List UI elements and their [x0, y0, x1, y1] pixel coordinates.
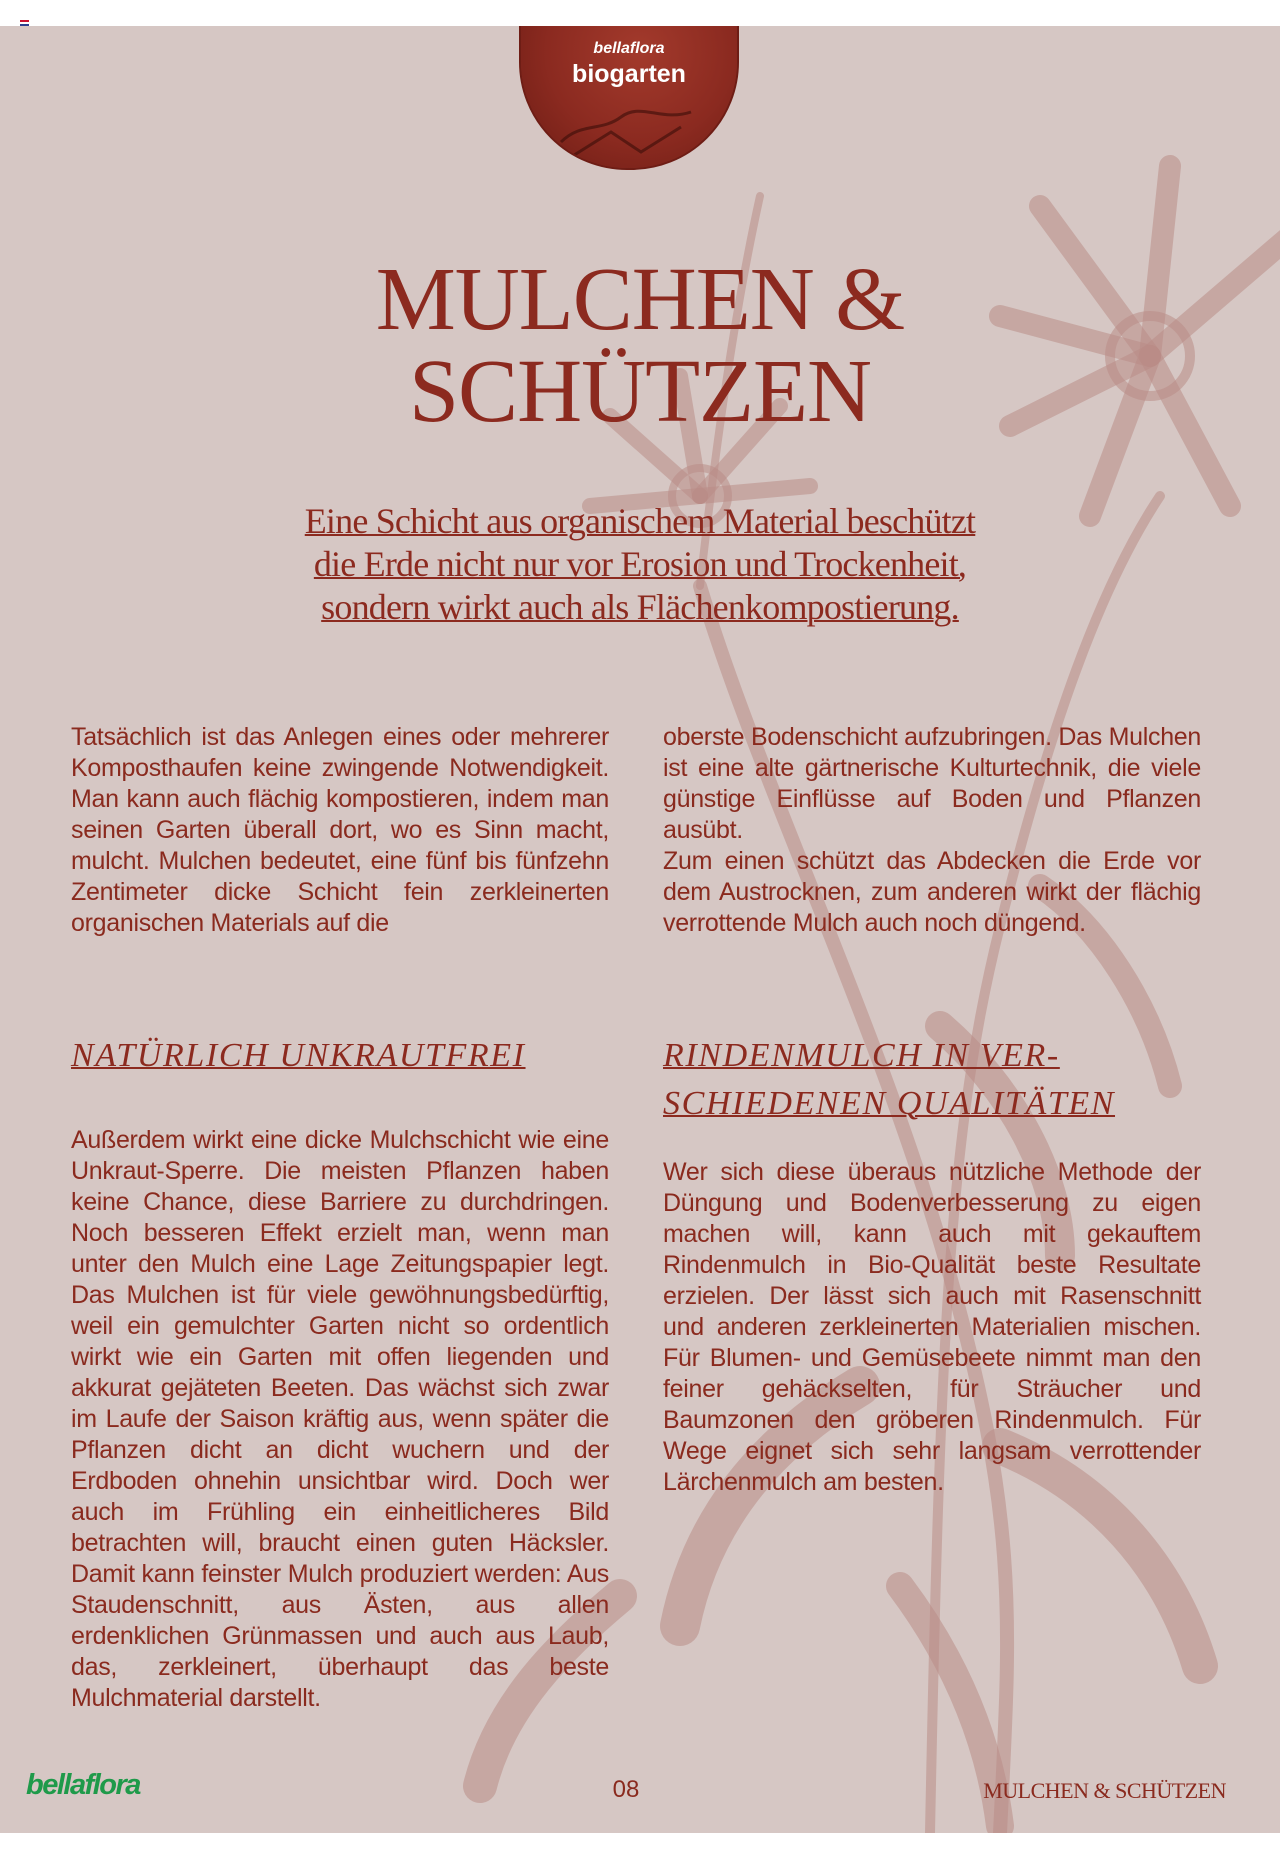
- biogarten-badge: [519, 26, 739, 170]
- page-title: [0, 250, 1280, 441]
- subtitle-line-1: Eine Schicht aus organischem Material beschützt: [304, 501, 976, 541]
- intro-right-paragraph-1: oberste Bodenschicht aufzubringen. Das Mulchen ist eine alte gärtnerische Kulturtechnik, die viele günstige Einflüsse auf Boden und Pflanzen ausübt.: [663, 723, 1201, 844]
- footer-logo[interactable]: bellaflora: [26, 1769, 140, 1801]
- intro-right-paragraph-2: Zum einen schützt das Abdecken die Erde vor dem Austrocknen, zum anderen wirkt der flächig verrottende Mulch auch noch düngend.: [663, 847, 1201, 937]
- intro-right-column: [663, 722, 1201, 939]
- heading-line-2: SCHIEDENEN QUALITÄTEN: [663, 1085, 1116, 1122]
- intro-left-text: Tatsächlich ist das Anlegen eines oder mehrerer Komposthaufen keine zwingende Notwendigkeit. Man kann auch flächig kompostieren, indem man seinen Garten überall dort, wo es Sinn macht, mulcht. Mulchen bedeutet, eine fünf bis fünfzehn Zentimeter dicke Schicht fein zerkleinerten organischen Materials auf die: [71, 723, 609, 937]
- title-line-2: SCHÜTZEN: [409, 342, 871, 441]
- page-number: 08: [612, 1776, 640, 1803]
- intro-left-column: [71, 722, 609, 939]
- running-title: MULCHEN & SCHÜTZEN: [983, 1778, 1226, 1803]
- page-subtitle: [200, 500, 1080, 629]
- language-flag-icon[interactable]: [20, 20, 29, 26]
- subtitle-line-2: die Erde nicht nur vor Erosion und Trockenheit,: [313, 544, 967, 584]
- section-heading-unkrautfrei: NATÜRLICH UNKRAUTFREI: [71, 1037, 526, 1074]
- section-heading-rindenmulch: [663, 1032, 1203, 1128]
- badge-brand: bellaflora: [593, 40, 665, 57]
- heading-line-1: RINDENMULCH IN VER-: [663, 1037, 1060, 1074]
- section-right-body: [663, 1157, 1201, 1498]
- badge-garden-illustration-icon: [551, 102, 707, 162]
- badge-title: biogarten: [572, 60, 686, 88]
- title-line-1: MULCHEN &: [375, 250, 905, 349]
- subtitle-line-3: sondern wirkt auch als Flächenkompostierung.: [321, 587, 959, 627]
- section-left-text: Außerdem wirkt eine dicke Mulchschicht wie eine Unkraut-Sperre. Die meisten Pflanzen haben keine Chance, diese Barriere zu durchdringen. Noch besseren Effekt erzielt man, wenn man unter den Mulch eine Lage Zeitungspapier legt. Das Mulchen ist für viele gewöhnungsbedürftig, weil ein gemulchter Garten nicht so ordentlich wirkt wie ein Garten mit offen liegenden und akkurat gejäteten Beeten. Das wächst sich zwar im Laufe der Saison kräftig aus, wenn später die Pflanzen dicht an dicht wuchern und der Erdboden ohnehin unsichtbar wird. Doch wer auch im Frühling ein einheitlicheres Bild betrachten will, braucht einen guten Häcksler. Damit kann feinster Mulch produziert werden: Aus Staudenschnitt, aus Ästen, aus allen erdenklichen Grünmassen und auch aus Laub, das, zerkleinert, überhaupt das beste Mulchmaterial darstellt.: [71, 1126, 609, 1712]
- section-right-text: Wer sich diese überaus nützliche Methode der Düngung und Bodenverbesserung zu eigen machen will, kann auch mit gekauftem Rindenmulch in Bio-Qualität beste Resultate erzielen. Der lässt sich auch mit Rasenschnitt und anderen zerkleinerten Materialien mischen. Für Blumen- und Gemüsebeete nimmt man den feiner gehäckselten, für Sträucher und Baumzonen den gröberen Rindenmulch. Für Wege eignet sich sehr langsam verrottender Lärchenmulch am besten.: [663, 1158, 1201, 1496]
- brochure-page: [0, 26, 1280, 1833]
- section-left-body: [71, 1125, 609, 1714]
